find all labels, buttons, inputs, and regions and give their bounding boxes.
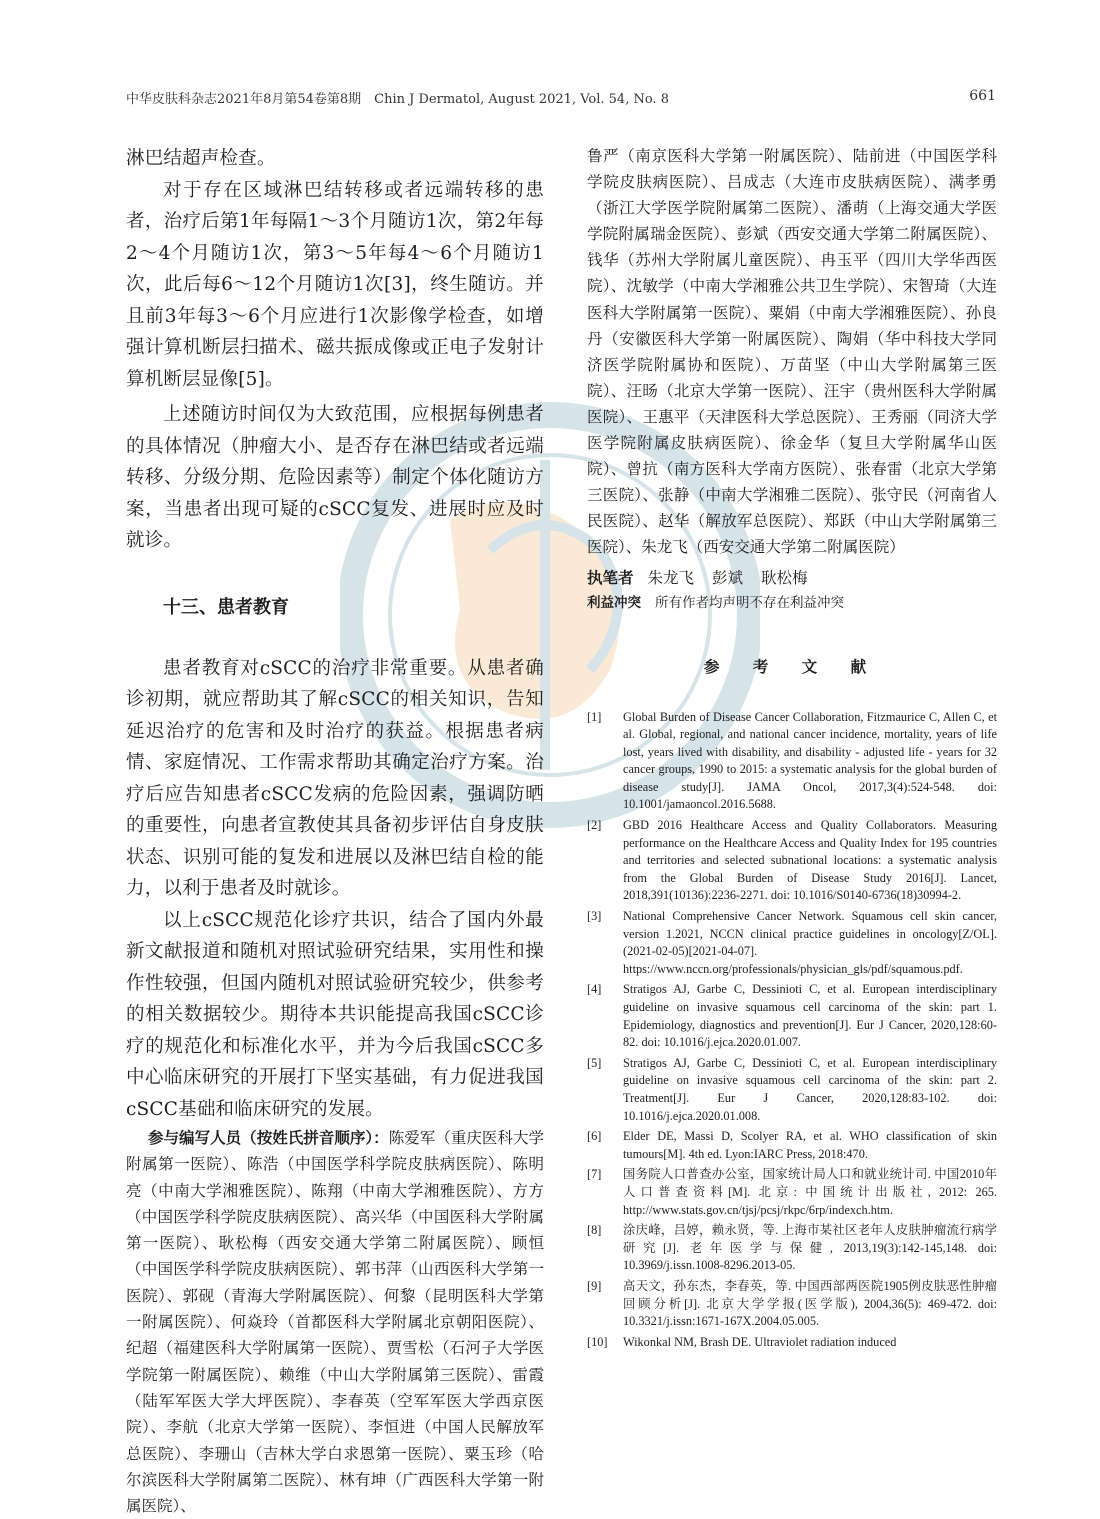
- references-heading: 参 考 文 献: [703, 657, 881, 676]
- reference-item: [1] Global Burden of Disease Cancer Collaboration, Fitzmaurice C, Allen C, et al. Global, regional, and national cancer incidence, mortality, years of life lost, years lived with disability, and disability - adjusted life - years for 32 cancer groups, 1990 to 2015: a systematic analysis for the global burden of disease study[J]. JAMA Oncol, 2017,3(4):524-548. doi: 10.1001/jamaoncol.2016.5688.: [587, 709, 997, 812]
- left-column: [126, 143, 544, 1519]
- page-number: 661: [969, 88, 996, 104]
- authors-label: 执笔者: [587, 568, 634, 587]
- paragraph: 淋巴结超声检查。: [126, 148, 276, 169]
- reference-list: [587, 709, 997, 1352]
- running-header: [126, 88, 996, 110]
- writing-authors: [587, 565, 997, 591]
- conflict-of-interest: [587, 591, 997, 615]
- coi-text: 所有作者均声明不存在利益冲突: [655, 594, 844, 611]
- reference-item: [10] Wikonkal NM, Brash DE. Ultraviolet radiation induced: [587, 1334, 897, 1349]
- coi-label: 利益冲突: [587, 594, 641, 611]
- paragraph: 对于存在区域淋巴结转移或者远端转移的患者，治疗后第1年每隔1～3个月随访1次，第2年每2～4个月随访1次，第3～5年每4～6个月随访1次，此后每6～12个月随访1次[3]，终生随访。并且前3年每3～6个月应进行1次影像学检查，如增强计算机断层扫描术、磁共振成像或正电子发射计算机断层显像[5]。: [126, 179, 544, 390]
- reference-item: [2] GBD 2016 Healthcare Access and Quality Collaborators. Measuring performance on the Healthcare Access and Quality Index for 195 countries and territories and selected subnational locations: a systematic analysis from the Global Burden of Disease Study 2016[J]. Lancet, 2018,391(10136):2236-2271. doi: 10.1016/S0140-6736(18)30994-2.: [587, 818, 997, 903]
- section-heading: 十三、患者教育: [163, 596, 289, 618]
- reference-item: [5] Stratigos AJ, Garbe C, Dessinioti C, et al. European interdisciplinary guideline on invasive squamous cell carcinoma of the skin: part 2. Treatment[J]. Eur J Cancer, 2020,128:83-102. doi: 10.1016/j.ejca.2020.01.008.: [587, 1055, 997, 1123]
- reference-item: [6] Elder DE, Massi D, Scolyer RA, et al. WHO classification of skin tumours[M]. 4th ed. Lyon:IARC Press, 2018:470.: [587, 1129, 997, 1161]
- reference-item: [8] 涂庆峰，吕婷，赖永贤，等. 上海市某社区老年人皮肤肿瘤流行病学研究[J]. 老年医学与保健, 2013,19(3):142-145,148. doi: 10.3969/j.issn.1008-8296.2013-05.: [587, 1223, 997, 1273]
- contributors-text: 陈爱军（重庆医科大学附属第一医院）、陈浩（中国医学科学院皮肤病医院）、陈明亮（中南大学湘雅医院）、陈翔（中南大学湘雅医院）、方方（中国医学科学院皮肤病医院）、高兴华（中国医科大学附属第一医院）、耿松梅（西安交通大学第二附属医院）、顾恒（中国医学科学院皮肤病医院）、郭书萍（山西医科大学第一医院）、郭砚（青海大学附属医院）、何黎（昆明医科大学第一附属医院）、何焱玲（首都医科大学附属北京朝阳医院）、纪超（福建医科大学附属第一医院）、贾雪松（石河子大学医学院第一附属医院）、赖维（中山大学附属第三医院）、雷霞（陆军军医大学大坪医院）、李春英（空军军医大学西京医院）、李航（北京大学第一医院）、李恒进（中国人民解放军总医院）、李珊山（吉林大学白求恩第一医院）、粟玉珍（哈尔滨医科大学附属第二医院）、林有坤（广西医科大学第一附属医院）、: [126, 1129, 544, 1516]
- contributors-continued: 鲁严（南京医科大学第一附属医院）、陆前进（中国医学科学院皮肤病医院）、吕成志（大连市皮肤病医院）、满孝勇（浙江大学医学院附属第二医院）、潘萌（上海交通大学医学院附属瑞金医院）、彭斌（西安交通大学第二附属医院）、钱华（苏州大学附属儿童医院）、冉玉平（四川大学华西医院）、沈敏学（中南大学湘雅公共卫生学院）、宋智琦（大连医科大学附属第一医院）、粟娟（中南大学湘雅医院）、孙良丹（安徽医科大学第一附属医院）、陶娟（华中科技大学同济医学院附属协和医院）、万苗坚（中山大学附属第三医院）、汪旸（北京大学第一医院）、汪宇（贵州医科大学附属医院）、王惠平（天津医科大学总医院）、王秀丽（同济大学医学院附属皮肤病医院）、徐金华（复旦大学附属华山医院）、曾抗（南方医科大学南方医院）、张春雷（北京大学第三医院）、张静（中南大学湘雅二医院）、张守民（河南省人民医院）、赵华（解放军总医院）、郑跃（中山大学附属第三医院）、朱龙飞（西安交通大学第二附属医院）: [587, 147, 997, 557]
- paragraph: 患者教育对cSCC的治疗非常重要。从患者确诊初期，就应帮助其了解cSCC的相关知识，告知延迟治疗的危害和及时治疗的获益。根据患者病情、家庭情况、工作需求帮助其确定治疗方案。治疗后应告知患者cSCC发病的危险因素，强调防晒的重要性，向患者宣教使其具备初步评估自身皮肤状态、识别可能的复发和进展以及淋巴结自检的能力，以利于患者及时就诊。: [126, 657, 544, 899]
- paragraph: 上述随访时间仅为大致范围，应根据每例患者的具体情况（肿瘤大小、是否存在淋巴结或者远端转移、分级分期、危险因素等）制定个体化随访方案，当患者出现可疑的cSCC复发、进展时应及时就诊。: [126, 404, 544, 551]
- reference-item: [4] Stratigos AJ, Garbe C, Dessinioti C, et al. European interdisciplinary guideline on invasive squamous cell carcinoma of the skin: part 1. Epidemiology, diagnostics and prevention[J]. Eur J Cancer, 2020,128:60-82. doi: 10.1016/j.ejca.2020.01.007.: [587, 982, 997, 1050]
- reference-item: [7] 国务院人口普查办公室，国家统计局人口和就业统计司. 中国2010年人口普查资料[M]. 北京: 中国统计出版社, 2012: 265. http://www.stats.gov.cn/tjsj/pcsj/rkpc/6rp/indexch.htm.: [587, 1167, 997, 1217]
- paragraph: 以上cSCC规范化诊疗共识，结合了国内外最新文献报道和随机对照试验研究结果，实用性和操作性较强，但国内随机对照试验研究较少，供参考的相关数据较少。期待本共识能提高我国cSCC诊疗的规范化和标准化水平，并为今后我国cSCC多中心临床研究的开展打下坚实基础，有力促进我国cSCC基础和临床研究的发展。: [126, 909, 544, 1120]
- author-name: 耿松梅: [761, 568, 808, 587]
- right-column: [587, 143, 997, 1354]
- contributors-list: [126, 1125, 544, 1519]
- contributors-lead: 参与编写人员（按姓氏拼音顺序）：: [148, 1129, 389, 1147]
- author-name: 彭斌: [712, 568, 744, 587]
- reference-item: [3] National Comprehensive Cancer Network. Squamous cell skin cancer, version 1.2021, NCCN clinical practice guidelines in oncology[Z/OL]. (2021-02-05)[2021-04-07]. https://www.nccn.org/professionals/physician_gls/pdf/squamous.pdf.: [587, 909, 997, 976]
- reference-item: [9] 高天文，孙东杰，李春英，等. 中国西部两医院1905例皮肤恶性肿瘤回顾分析[J]. 北京大学学报(医学版), 2004,36(5): 469-472. doi: 10.3321/j.issn:1671-167X.2004.05.005.: [587, 1278, 997, 1329]
- author-name: 朱龙飞: [647, 568, 695, 587]
- journal-citation: 中华皮肤科杂志2021年8月第54卷第8期 Chin J Dermatol, August 2021, Vol. 54, No. 8: [126, 92, 669, 107]
